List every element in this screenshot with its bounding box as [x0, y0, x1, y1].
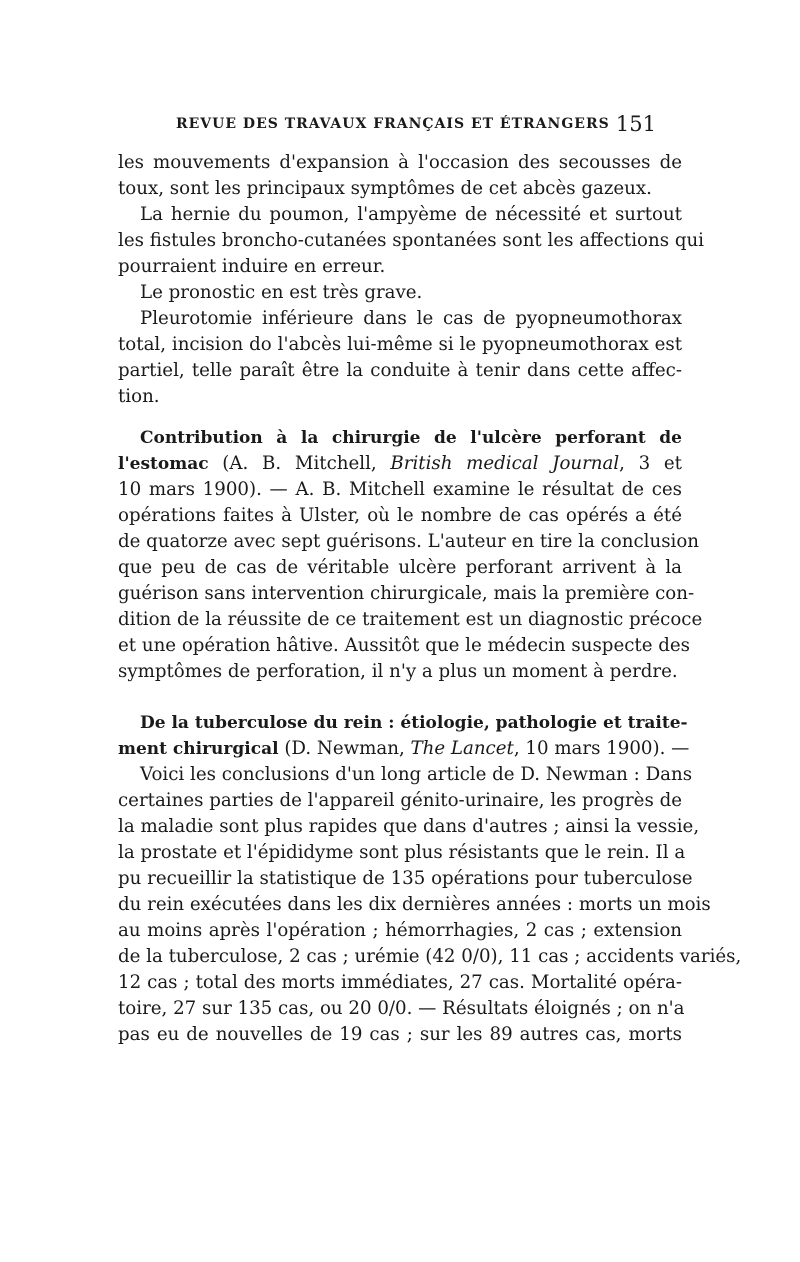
text-line: au moins après l'opération ; hémorrhagies, 2 cas ; extension: [118, 920, 682, 941]
text-line: guérison sans intervention chirurgicale, mais la première con-: [118, 583, 695, 604]
running-header: [176, 110, 656, 138]
citation-text: , 3 et: [619, 453, 682, 474]
text-line: que peu de cas de véritable ulcère perforant arrivent à la: [118, 557, 682, 578]
section-newman: [118, 710, 742, 1048]
text-line: la maladie sont plus rapides que dans d'autres ; ainsi la vessie,: [118, 816, 700, 837]
text-line: et une opération hâtive. Aussitôt que le médecin suspecte des: [118, 635, 690, 656]
text-line: Le pronostic en est très grave.: [140, 282, 423, 303]
citation-line: [118, 736, 690, 762]
text-line: les mouvements d'expansion à l'occasion des secousses de: [118, 152, 682, 173]
text-line: opérations faites à Ulster, où le nombre de cas opérés a été: [118, 505, 682, 526]
text-line: de quatorze avec sept guérisons. L'auteur en tire la conclusion: [118, 531, 700, 552]
text-line: Voici les conclusions d'un long article de D. Newman : Dans: [140, 764, 693, 785]
text-line: tion.: [118, 386, 160, 407]
citation-text: , 10 mars 1900). —: [513, 738, 690, 759]
section-title-end: l'estomac: [118, 454, 209, 474]
text-line: pas eu de nouvelles de 19 cas ; sur les 89 autres cas, morts: [118, 1024, 682, 1045]
text-line: total, incision do l'abcès lui-même si le pyopneumothorax est: [118, 334, 682, 355]
text-line: 10 mars 1900). — A. B. Mitchell examine le résultat de ces: [118, 479, 682, 500]
paragraph-1: [118, 150, 704, 410]
text-line: la prostate et l'épididyme sont plus résistants que le rein. Il a: [118, 842, 686, 863]
header-title: REVUE DES TRAVAUX FRANÇAIS ET ÉTRANGERS: [176, 116, 610, 132]
section-title: De la tuberculose du rein : étiologie, pathologie et traite-: [140, 713, 688, 733]
citation-line: [118, 451, 682, 477]
section-mitchell: [118, 425, 703, 685]
text-line: pourraient induire en erreur.: [118, 256, 386, 277]
text-line: symptômes de perforation, il n'y a plus un moment à perdre.: [118, 661, 678, 682]
text-line: dition de la réussite de ce traitement est un diagnostic précoce: [118, 609, 703, 630]
section-title: Contribution à la chirurgie de l'ulcère perforant de: [140, 428, 682, 448]
text-line: de la tuberculose, 2 cas ; urémie (42 0/0), 11 cas ; accidents variés,: [118, 946, 742, 967]
text-line: La hernie du poumon, l'ampyème de nécessité et surtout: [140, 204, 682, 225]
page-number: 151: [615, 112, 656, 136]
text-line: toire, 27 sur 135 cas, ou 20 0/0. — Résultats éloignés ; on n'a: [118, 998, 685, 1019]
text-line: toux, sont les principaux symptômes de cet abcès gazeux.: [118, 178, 652, 199]
citation-text: (D. Newman,: [278, 738, 411, 759]
text-line: Pleurotomie inférieure dans le cas de pyopneumothorax: [140, 308, 682, 329]
text-line: partiel, telle paraît être la conduite à tenir dans cette affec-: [118, 360, 682, 381]
text-line: du rein exécutées dans les dix dernières années : morts un mois: [118, 894, 711, 915]
text-line: les fistules broncho-cutanées spontanées sont les affections qui: [118, 230, 704, 251]
section-title-end: ment chirurgical: [118, 739, 279, 759]
journal-name: The Lancet: [410, 738, 514, 759]
text-line: pu recueillir la statistique de 135 opérations pour tuberculose: [118, 868, 693, 889]
journal-name: British medical Journal: [390, 453, 620, 474]
text-line: 12 cas ; total des morts immédiates, 27 cas. Mortalité opéra-: [118, 972, 682, 993]
citation-text: (A. B. Mitchell,: [208, 453, 391, 474]
text-line: certaines parties de l'appareil génito-urinaire, les progrès de: [118, 790, 682, 811]
